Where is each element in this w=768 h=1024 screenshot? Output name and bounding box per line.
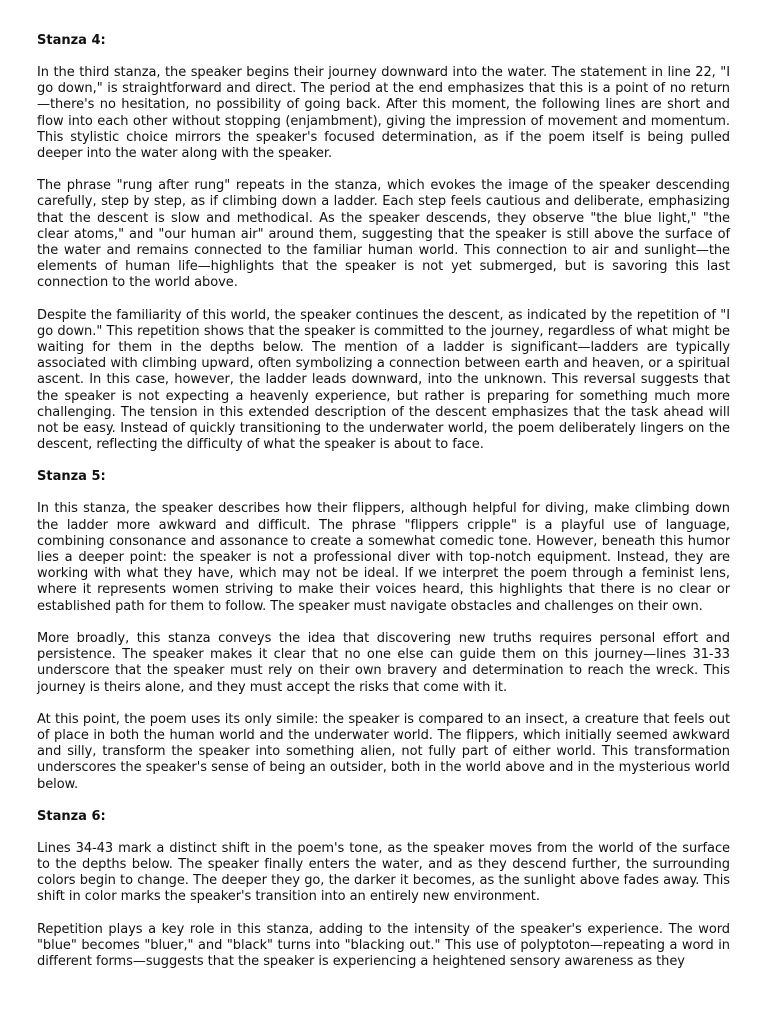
stanza-4-paragraph-2: The phrase "rung after rung" repeats in the stanza, which evokes the image of the speaker descending carefully, step by step, as if climbing down a ladder. Each step feels cautious and deliberate, emphasizing that the descent is slow and methodical. As the speaker descends, they observe "the blue light," "the clear atoms," and "our human air" around them, suggesting that the speaker is still above the surface of the water and remains connected to the familiar human world. This connection to air and sunlight—the elements of human life—highlights that the speaker is not yet submerged, but is savoring this last connection to the world above.: [37, 178, 730, 291]
stanza-5-paragraph-2: More broadly, this stanza conveys the idea that discovering new truths requires personal effort and persistence. The speaker makes it clear that no one else can guide them on this journey—lines 31-33 underscore that the speaker must rely on their own bravery and determination to reach the wreck. This journey is theirs alone, and they must accept the risks that come with it.: [37, 630, 730, 695]
stanza-4-heading: Stanza 4:: [37, 33, 106, 48]
stanza-4-paragraph-1: In the third stanza, the speaker begins their journey downward into the water. The statement in line 22, "I go down," is straightforward and direct. The period at the end emphasizes that this is a point of no return—there's no hesitation, no possibility of going back. After this moment, the following lines are short and flow into each other without stopping (enjambment), giving the impression of movement and momentum. This stylistic choice mirrors the speaker's focused determination, as if the poem itself is being pulled deeper into the water along with the speaker.: [37, 65, 730, 162]
stanza-4-paragraph-3: Despite the familiarity of this world, the speaker continues the descent, as indicated by the repetition of "I go down." This repetition shows that the speaker is committed to the journey, regardless of what might be waiting for them in the depths below. The mention of a ladder is significant—ladders are typically associated with climbing upward, often symbolizing a connection between earth and heaven, or a spiritual ascent. In this case, however, the ladder leads downward, into the unknown. This reversal suggests that the speaker is not expecting a heavenly experience, but rather is preparing for something much more challenging. The tension in this extended description of the descent emphasizes that the task ahead will not be easy. Instead of quickly transitioning to the underwater world, the poem deliberately lingers on the descent, reflecting the difficulty of what the speaker is about to face.: [37, 307, 730, 453]
stanza-5-paragraph-1: In this stanza, the speaker describes how their flippers, although helpful for diving, make climbing down the ladder more awkward and difficult. The phrase "flippers cripple" is a playful use of language, combining consonance and assonance to create a somewhat comedic tone. However, beneath this humor lies a deeper point: the speaker is not a professional diver with top-notch equipment. Instead, they are working with what they have, which may not be ideal. If we interpret the poem through a feminist lens, where it represents women striving to make their voices heard, this highlights that there is no clear or established path for them to follow. The speaker must navigate obstacles and challenges on their own.: [37, 501, 730, 614]
stanza-6-heading: Stanza 6:: [37, 808, 106, 824]
stanza-5-heading: Stanza 5:: [37, 469, 106, 485]
stanza-6-paragraph-1: Lines 34-43 mark a distinct shift in the poem's tone, as the speaker moves from the world of the surface to the depths below. The speaker finally enters the water, and as they descend further, the surrounding colors begin to change. The deeper they go, the darker it becomes, as the sunlight above fades away. This shift in color marks the speaker's transition into an entirely new environment.: [37, 840, 730, 905]
stanza-5-paragraph-3: At this point, the poem uses its only simile: the speaker is compared to an insect, a creature that feels out of place in both the human world and the underwater world. The flippers, which initially seemed awkward and silly, transform the speaker into something alien, not fully part of either world. This transformation underscores the speaker's sense of being an outsider, both in the world above and in the mysterious world below.: [37, 711, 730, 792]
stanza-6-paragraph-2: Repetition plays a key role in this stanza, adding to the intensity of the speaker's experience. The word "blue" becomes "bluer," and "black" turns into "blacking out." This use of polyptoton—repeating a word in different forms—suggests that the speaker is experiencing a heightened sensory awareness as they: [37, 921, 730, 969]
document-page: [37, 33, 730, 986]
